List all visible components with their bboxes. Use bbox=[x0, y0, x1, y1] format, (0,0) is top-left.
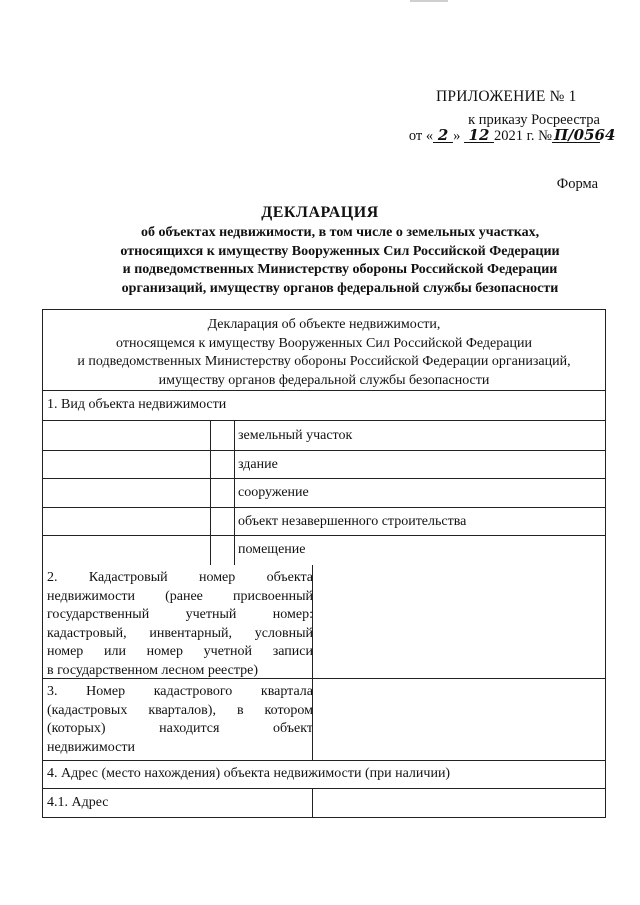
option-structure: сооружение bbox=[238, 485, 309, 500]
grid-line bbox=[42, 450, 606, 451]
section-2-row bbox=[42, 565, 606, 679]
column-divider bbox=[312, 789, 313, 818]
section-4-1-row bbox=[42, 789, 606, 818]
document-subtitle bbox=[30, 224, 640, 298]
section-2-line: в государственном лесном реестре) bbox=[47, 662, 258, 678]
section-2-line: недвижимости (ранее присвоенный bbox=[47, 588, 313, 604]
column-divider bbox=[312, 565, 313, 679]
grid-line bbox=[42, 535, 606, 536]
document-title: ДЕКЛАРАЦИЯ bbox=[261, 204, 379, 221]
grid-line bbox=[42, 507, 606, 508]
grid-line bbox=[42, 478, 606, 479]
checkbox-structure[interactable] bbox=[212, 480, 232, 505]
option-premises: помещение bbox=[238, 542, 306, 557]
table-header-line: относящемся к имуществу Вооруженных Сил Российской Федерации bbox=[116, 335, 532, 351]
section-2-line: государственный учетный номер: bbox=[47, 607, 313, 622]
option-building: здание bbox=[238, 457, 278, 472]
column-divider bbox=[312, 679, 313, 761]
section-3-label bbox=[47, 683, 313, 757]
scan-mark bbox=[410, 0, 448, 2]
order-from-label: от « bbox=[408, 128, 434, 144]
order-quote-close: » bbox=[453, 128, 461, 144]
order-date-number bbox=[408, 126, 616, 145]
option-unfinished-construction: объект незавершенного строительства bbox=[238, 514, 467, 529]
order-reference: к приказу Росреестра bbox=[468, 112, 600, 128]
table-header-line: и подведомственных Министерству обороны Российской Федерации организаций, bbox=[77, 354, 571, 369]
grid-vline bbox=[605, 421, 606, 565]
subtitle-line: организаций, имуществу органов федеральной службы безопасности bbox=[121, 280, 559, 296]
section-4-1-label: 4.1. Адрес bbox=[47, 795, 109, 810]
order-number: П/0564 bbox=[554, 126, 616, 144]
cadastral-number-field[interactable] bbox=[315, 565, 605, 677]
section-2-line: кадастровый, инвентарный, условный bbox=[47, 625, 313, 641]
appendix-label: ПРИЛОЖЕНИЕ № 1 bbox=[436, 88, 577, 105]
checkbox-unfinished-construction[interactable] bbox=[212, 509, 232, 534]
section-2-label bbox=[47, 569, 313, 680]
table-header-line: имуществу органов федеральной службы безопасности bbox=[158, 372, 490, 388]
order-day: 2 bbox=[433, 128, 453, 143]
checkbox-premises[interactable] bbox=[212, 537, 232, 563]
section-3-line: (кадастровых кварталов), в котором bbox=[47, 702, 313, 718]
address-field[interactable] bbox=[315, 789, 605, 817]
option-land-plot: земельный участок bbox=[238, 428, 353, 443]
section-2-line: номер или номер учетной записи bbox=[47, 644, 313, 659]
subtitle-line: об объектах недвижимости, в том числе о земельных участках, bbox=[140, 225, 540, 240]
subtitle-line: относящихся к имуществу Вооруженных Сил Российской Федерации bbox=[120, 243, 560, 259]
checkbox-building[interactable] bbox=[212, 452, 232, 477]
order-month: 12 bbox=[464, 128, 494, 143]
section-4-heading: 4. Адрес (место нахождения) объекта недвижимости (при наличии) bbox=[42, 761, 606, 789]
section-1-heading: 1. Вид объекта недвижимости bbox=[42, 391, 606, 421]
section-3-row bbox=[42, 679, 606, 761]
section-3-line: (которых) находится объект bbox=[47, 721, 313, 736]
grid-vline bbox=[210, 421, 211, 565]
section-3-line: 3. Номер кадастрового квартала bbox=[47, 684, 313, 699]
checkbox-land-plot[interactable] bbox=[212, 423, 232, 448]
table-header-line: Декларация об объекте недвижимости, bbox=[207, 317, 441, 332]
grid-vline bbox=[234, 421, 235, 565]
order-year-label: 2021 г. № bbox=[493, 128, 552, 144]
declaration-table-header bbox=[42, 309, 606, 391]
subtitle-line: и подведомственных Министерству обороны Российской Федерации bbox=[122, 262, 558, 277]
grid-vline bbox=[42, 421, 43, 565]
form-label: Форма bbox=[556, 176, 598, 192]
cadastral-quarter-field[interactable] bbox=[315, 679, 605, 759]
section-3-line: недвижимости bbox=[47, 739, 135, 755]
section-2-line: 2. Кадастровый номер объекта bbox=[47, 570, 313, 585]
